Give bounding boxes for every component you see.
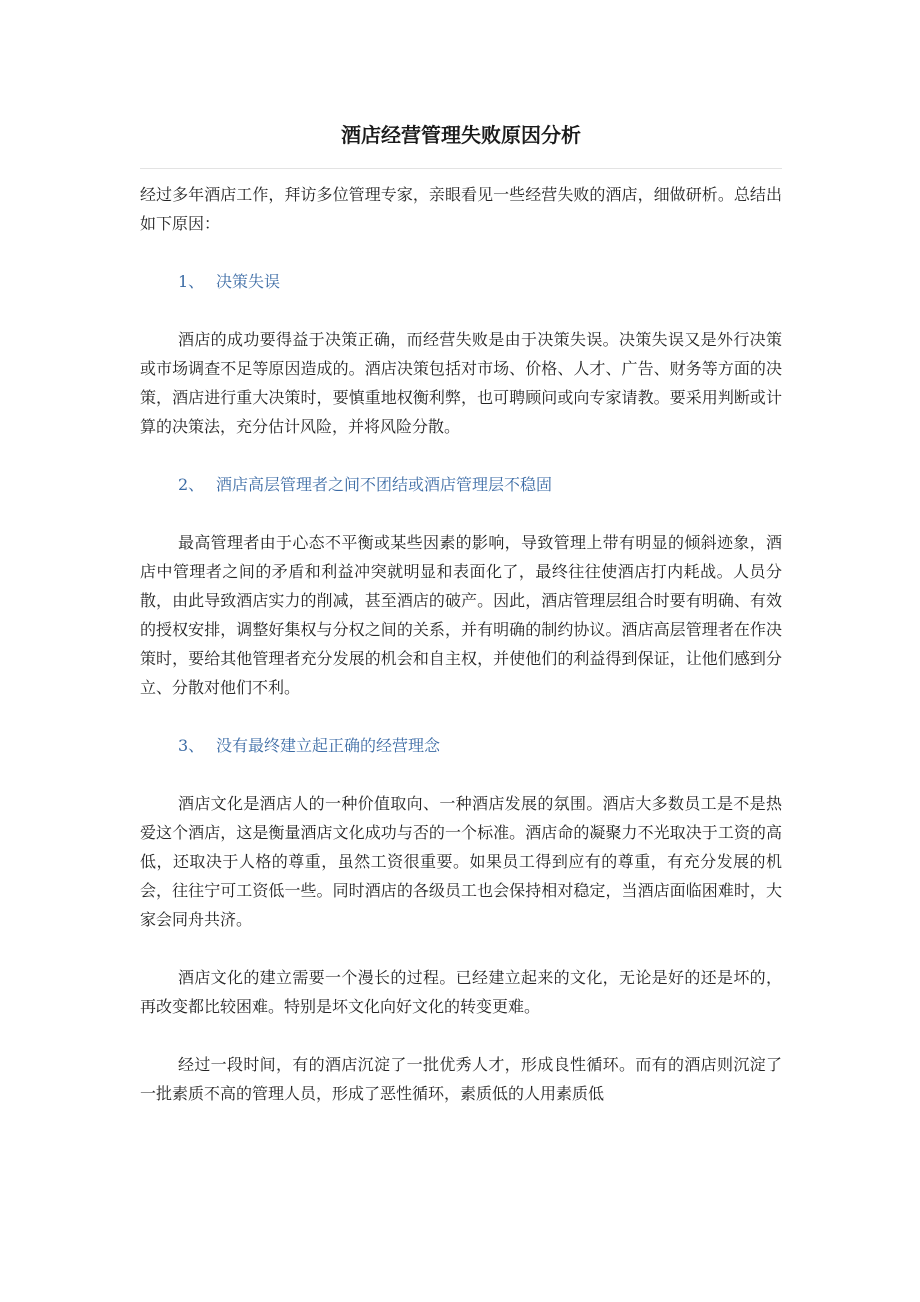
document-page: [140, 0, 782, 1108]
section-3-number: 3、: [178, 736, 205, 755]
title-divider: [140, 168, 782, 169]
section-2-heading: [140, 470, 782, 499]
document-title: 酒店经营管理失败原因分析: [341, 123, 581, 147]
section-3-paragraph-3: 经过一段时间，有的酒店沉淀了一批优秀人才，形成良性循环。而有的酒店则沉淀了一批素质不高的管理人员，形成了恶性循环，素质低的人用素质低: [140, 1055, 782, 1103]
section-2-paragraph-1: 最高管理者由于心态不平衡或某些因素的影响，导致管理上带有明显的倾斜迹象，酒店中管理者之间的矛盾和利益冲突就明显和表面化了，最终往往使酒店打内耗战。人员分散，由此导致酒店实力的削减，甚至酒店的破产。因此，酒店管理层组合时要有明确、有效的授权安排，调整好集权与分权之间的关系，并有明确的制约协议。酒店高层管理者在作决策时，要给其他管理者充分发展的机会和自主权，并使他们的利益得到保证，让他们感到分立、分散对他们不利。: [140, 533, 782, 697]
section-1-heading: [140, 267, 782, 296]
section-1-number: 1、: [178, 272, 205, 291]
section-3-paragraph-1: 酒店文化是酒店人的一种价值取向、一种酒店发展的氛围。酒店大多数员工是不是热爱这个酒店，这是衡量酒店文化成功与否的一个标准。酒店命的凝聚力不光取决于工资的高低，还取决于人格的尊重，虽然工资很重要。如果员工得到应有的尊重，有充分发展的机会，往往宁可工资低一些。同时酒店的各级员工也会保持相对稳定，当酒店面临困难时，大家会同舟共济。: [140, 794, 782, 929]
section-1-title: 决策失误: [216, 272, 281, 291]
intro-paragraph: 经过多年酒店工作，拜访多位管理专家，亲眼看见一些经营失败的酒店，细做研析。总结出如下原因：: [140, 185, 782, 233]
section-3-heading: [140, 731, 782, 760]
section-3-paragraph-2: 酒店文化的建立需要一个漫长的过程。已经建立起来的文化，无论是好的还是坏的，再改变都比较困难。特别是坏文化向好文化的转变更难。: [140, 968, 782, 1016]
section-1-paragraph-1: 酒店的成功要得益于决策正确，而经营失败是由于决策失误。决策失误又是外行决策或市场调查不足等原因造成的。酒店决策包括对市场、价格、人才、广告、财务等方面的决策，酒店进行重大决策时，要慎重地权衡利弊，也可聘顾问或向专家请教。要采用判断或计算的决策法，充分估计风险，并将风险分散。: [140, 330, 782, 436]
section-2-title: 酒店高层管理者之间不团结或酒店管理层不稳固: [216, 475, 553, 494]
section-2-number: 2、: [178, 475, 205, 494]
section-3-title: 没有最终建立起正确的经营理念: [216, 736, 441, 755]
